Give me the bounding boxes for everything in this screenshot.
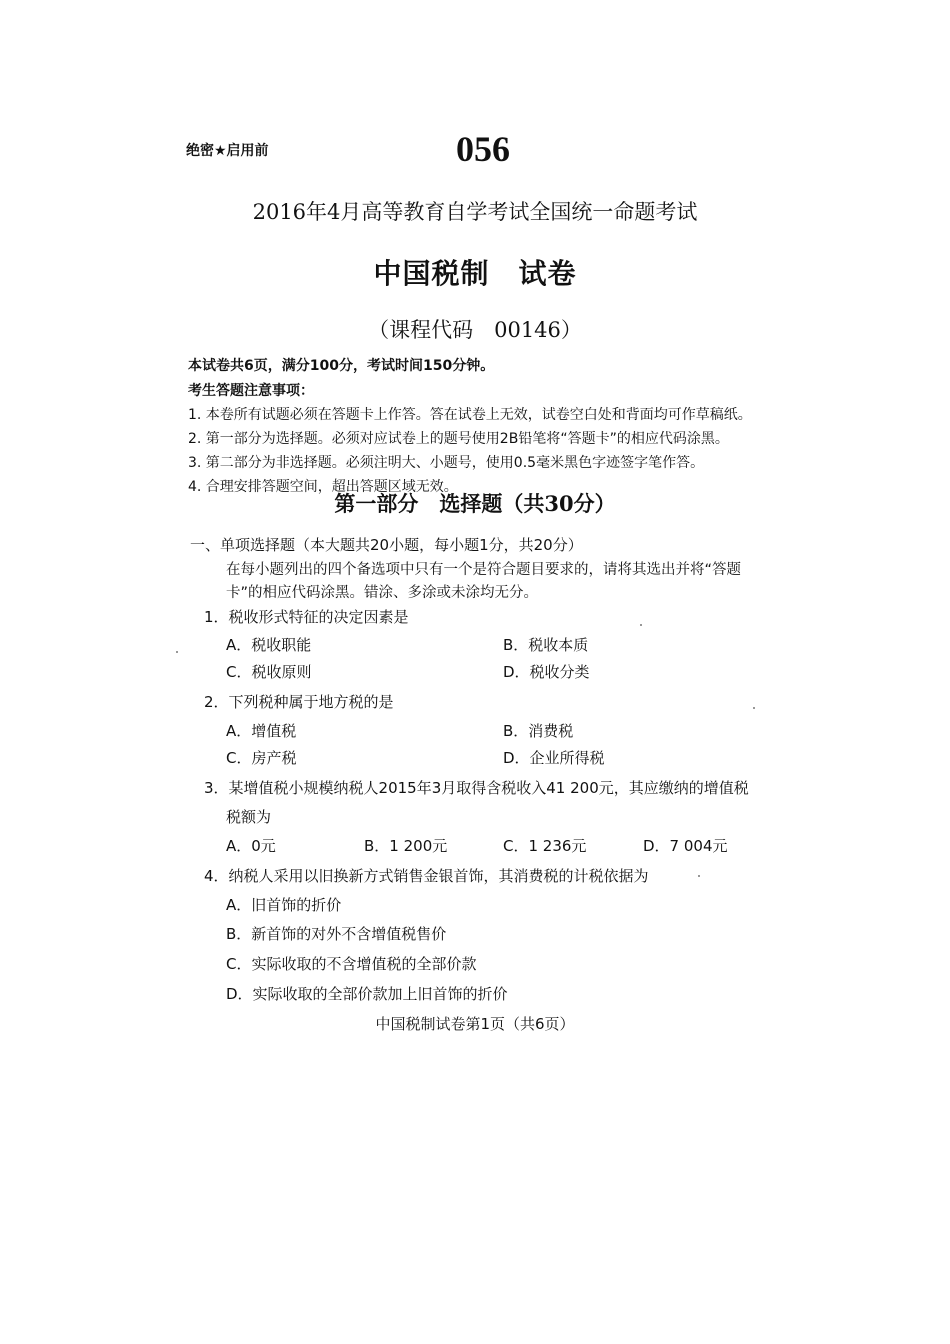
question-option: C．实际收取的不含增值税的全部价款 <box>226 955 477 973</box>
question-stem: 3．某增值税小规模纳税人2015年3月取得含税收入41 200元，其应缴纳的增值税 <box>204 779 749 797</box>
question-option: D．企业所得税 <box>503 749 605 767</box>
scan-speck <box>176 651 178 653</box>
confidential-label: 绝密★启用前 <box>186 143 269 159</box>
page-footer: 中国税制试卷第1页（共6页） <box>375 1015 575 1033</box>
question-stem: 4．纳税人采用以旧换新方式销售金银首饰，其消费税的计税依据为 <box>204 867 649 885</box>
notice-item: 3. 第二部分为非选择题。必须注明大、小题号，使用0.5毫米黑色字迹签字笔作答。 <box>188 455 705 471</box>
question-option: C．税收原则 <box>226 663 312 681</box>
question-option: C．1 236元 <box>503 837 587 855</box>
question-option: D．税收分类 <box>503 663 590 681</box>
notice-item: 2. 第一部分为选择题。必须对应试卷上的题号使用2B铅笔将“答题卡”的相应代码涂黑。 <box>188 431 729 447</box>
question-option: B．1 200元 <box>364 837 448 855</box>
question-option: A．税收职能 <box>226 636 312 654</box>
paper-title: 中国税制 试卷 <box>373 257 577 290</box>
exam-summary: 本试卷共6页，满分100分，考试时间150分钟。 <box>188 358 495 374</box>
question-option: B．新首饰的对外不含增值税售价 <box>226 925 447 943</box>
notice-item: 4. 合理安排答题空间，超出答题区域无效。 <box>188 479 458 495</box>
question-option: B．税收本质 <box>503 636 589 654</box>
section-heading: 一、单项选择题（本大题共20小题，每小题1分，共20分） <box>190 536 583 554</box>
question-option: D．7 004元 <box>643 837 728 855</box>
section-instruction: 在每小题列出的四个备选项中只有一个是符合题目要求的，请将其选出并将“答题 <box>226 562 742 578</box>
question-option: A．增值税 <box>226 722 297 740</box>
scan-speck <box>753 707 755 709</box>
notice-heading: 考生答题注意事项： <box>188 383 314 399</box>
paper-code: 056 <box>456 129 510 169</box>
notice-item: 1. 本卷所有试题必须在答题卡上作答。答在试卷上无效，试卷空白处和背面均可作草稿纸。 <box>188 407 752 423</box>
question-option: C．房产税 <box>226 749 297 767</box>
question-stem: 1．税收形式特征的决定因素是 <box>204 608 409 626</box>
question-option: D．实际收取的全部价款加上旧首饰的折价 <box>226 985 508 1003</box>
question-option: A．0元 <box>226 837 276 855</box>
scan-speck <box>640 624 642 626</box>
section-instruction: 卡”的相应代码涂黑。错涂、多涂或未涂均无分。 <box>226 585 539 601</box>
exam-title: 2016年4月高等教育自学考试全国统一命题考试 <box>252 200 698 224</box>
question-stem-continued: 税额为 <box>226 808 272 826</box>
question-stem: 2．下列税种属于地方税的是 <box>204 693 394 711</box>
part-one-title: 第一部分 选择题（共30分） <box>334 491 616 516</box>
course-code: （课程代码 00146） <box>368 318 582 342</box>
question-option: A．旧首饰的折价 <box>226 896 342 914</box>
scan-speck <box>698 875 700 877</box>
question-option: B．消费税 <box>503 722 574 740</box>
